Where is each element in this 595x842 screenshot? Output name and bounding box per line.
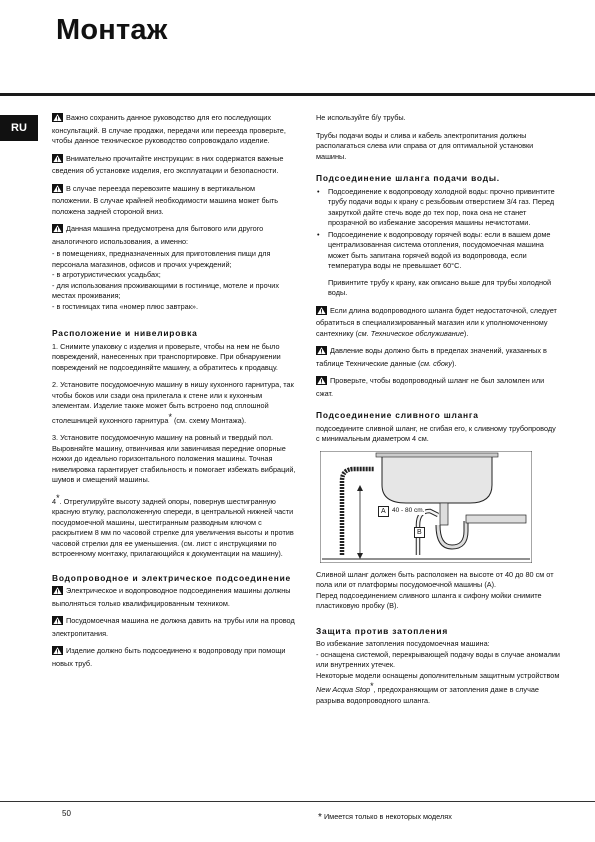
supply-list [316,187,560,272]
step-4: 4*. Отрегулируйте высоту задней опоры, повернув шестигранную красную втулку, расположенную спереди, в центральной нижней части посудомоечной машины, шестигранным разводным ключом с раскрытием 8 мм по часовой стрелке для увеличения высоты и против часовой стрелки для ее уменьшения. (см. лист с инструкциями по встроенному монтажу, прилагающийся к документации на машину). [52,492,294,558]
page-title: Монтаж [56,14,168,46]
warning-icon [52,184,63,197]
list-item: • Подсоединение к водопроводу холодной воды: прочно привинтите трубу подачи воды к крану с резьбовым отверстием 3/4 газ. Перед закруткой дайте стечь воде до тех пор, пока она не станет прозрачной во избежание засорения машины нечистотами. [316,187,560,229]
text-hot-water-cont: Привинтите трубу к крану, как описано выше для трубы холодной воды. [328,277,552,297]
text-flood-intro: Во избежание затопления посудомоечная машина: [316,639,490,648]
use-list-line: - в помещениях, предназначенных для приготовления пищи для персонала магазинов, офисов и прочих учреждений; [52,249,271,269]
warning-icon [52,646,63,659]
text-flood-system: - оснащена системой, перекрывающей подачу воды в случае аномалии или внутренних утечек. [316,649,561,669]
warning-qualified-tech: Электрическое и водопроводное подсоединения машины должны выполняться только квалифицированным техником. [52,586,291,608]
warning-icon [52,154,63,167]
text-flood-models: Некоторые модели оснащены дополнительным защитным устройством New Acqua Stop*, предохраняющим от затопления даже в случае разрыва водопроводного шланга. [316,670,560,705]
text-remove-plug: Перед подсоединением сливного шланга к сифону мойки снимите пластиковую пробку (В). [316,590,542,610]
heading-connection: Водопроводное и электрическое подсоединение [52,572,292,583]
warning-hose-kinked: Проверьте, чтобы водопроводный шланг не был заломлен или сжат. [316,376,545,398]
warning-icon [52,616,63,629]
heading-placement: Расположение и нивелировка [52,328,198,338]
heading-flood-protection: Защита против затопления [316,625,449,636]
header-rule [0,93,595,96]
heading-drain-hose: Подсоединение сливного шланга [316,410,479,420]
warning-keep-manual: Важно сохранить данное руководство для его последующих консультаций. В случае продажи, передачи или переезда проверьте, чтобы данное техническое руководство сопровождало изделие. [52,113,286,145]
drain-diagram [320,451,532,563]
warning-icon [52,224,63,237]
warning-household-use: Данная машина предусмотрена для бытового или другого аналогичного использования, а именно: [52,224,264,246]
warning-new-pipes: Изделие должно быть подсоединено к водопроводу при помощи новых труб. [52,646,286,668]
step-1: 1. Снимите упаковку с изделия и проверьте, чтобы на нем не было повреждений, нанесенных при транспортировке. При обнаружении повреждений не подсоединяйте машину, а обратитесь к продавцу. [52,341,281,372]
warning-hose-length: Если длина водопроводного шланга будет недостаточной, следует обратиться в специализированный магазин или к уполномоченному сантехнику (см. Техническое обслуживание). [316,305,557,338]
page-number: 50 [62,809,71,818]
footnote-star-icon: * [168,411,172,422]
label-height-range: 40 - 80 cm. [392,506,425,514]
label-b-box: B [414,527,425,538]
text-drain-height: Сливной шланг должен быть расположен на высоте от 40 до 80 см от пола или от платформы посудомоечной машины (А). [316,569,554,589]
footer-rule [0,801,595,802]
warning-water-pressure: Давление воды должно быть в пределах значений, указанных в таблице Технические данные (см. сбоку). [316,346,547,368]
text-no-used-pipes: Не используйте б/у трубы. [316,113,406,122]
warning-no-pressure: Посудомоечная машина не должна давить на трубы или на провод электропитания. [52,616,295,638]
language-tab: RU [0,115,38,141]
list-item: • Подсоединение к водопроводу горячей воды: если в вашем доме централизованная система отопления, посудомоечная машина может быть запитана горячей водой из водопровода, если температура воды не превышает 60°С. [316,230,560,272]
right-column [316,113,560,706]
warning-icon [52,113,63,126]
warning-icon [316,346,327,359]
warning-read-instructions: Внимательно прочитайте инструкции: в них содержатся важные сведения об установке изделия, его эксплуатации и безопасности. [52,153,284,175]
use-list-line: - в гостиницах типа «номер плюс завтрак». [52,301,198,311]
label-a-box: A [378,506,389,517]
step-3: 3. Установите посудомоечную машину на ровный и твердый пол. Выровняйте машину, отвинчивая или завинчивая передние опорные ножки до идеально горизонтального положения машины. Точная нивелировка гарантирует стабильность и помогает избежать вибраций, шумов и смещений машины. [52,433,296,484]
footnote: * Имеется только в некоторых моделях [318,812,452,823]
warning-transport: В случае переезда перевозите машину в вертикальном положении. В случае крайней необходимости машина может быть положена задней стороной вниз. [52,183,279,216]
text-drain-connect: подсоедините сливной шланг, не сгибая его, к сливному трубопроводу с минимальным диаметром 4 см. [316,423,556,443]
warning-icon [316,306,327,319]
use-list-line: - для использования проживающими в гостинице, мотеле и прочих местах проживания; [52,280,280,300]
left-column [52,113,296,676]
step-2: 2. Установите посудомоечную машину в нишу кухонного гарнитура, так чтобы боков или сзади она прилегала к стене или к кухонным элементам. Изделие также может быть встроено под сплошной столешницей кухонного гарнитура* (см. схему Монтажа). [52,380,294,425]
warning-icon [52,586,63,599]
use-list-line: - в агротуристических усадьбах; [52,270,161,279]
heading-water-supply: Подсоединение шланга подачи воды. [316,173,500,183]
text-pipe-position: Трубы подачи воды и слива и кабель электропитания должны располагаться слева или справа от для оптимальной установки машины. [316,130,534,161]
warning-icon [316,376,327,389]
footnote-star-icon: * [318,812,322,823]
footnote-star-icon: * [56,492,60,503]
footnote-star-icon: * [370,681,374,691]
